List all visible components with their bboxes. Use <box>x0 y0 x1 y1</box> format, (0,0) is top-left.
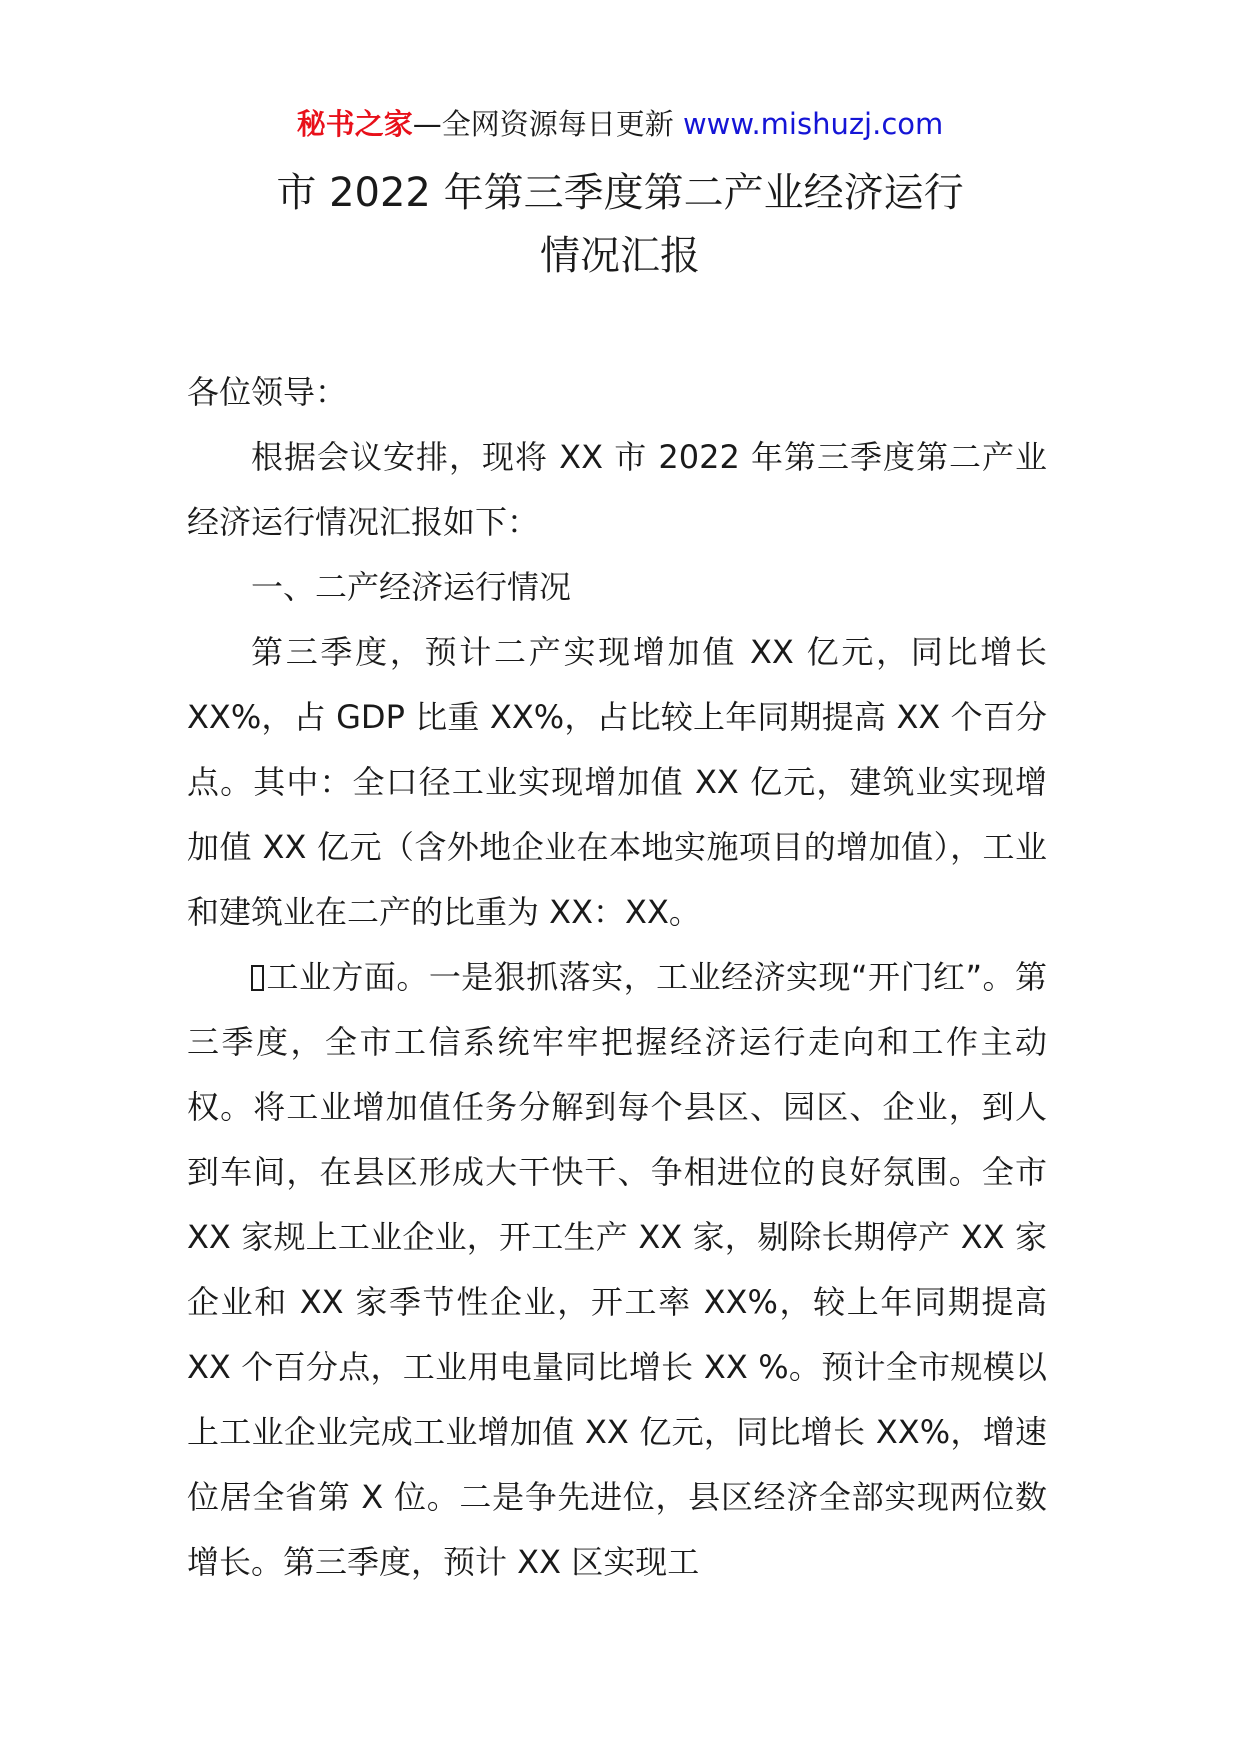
section-heading: 一、二产经济运行情况 <box>251 568 572 606</box>
paragraph-industry <box>187 945 1047 1595</box>
header-slogan: —全网资源每日更新 <box>412 107 674 141</box>
paragraph-overview: 第三季度，预计二产实现增加值 XX 亿元，同比增长 XX%，占 GDP 比重 XX%，占比较上年同期提高 XX 个百分点。其中：全口径工业实现增加值 XX 亿元，建筑业实现增加值 XX 亿元（含外地企业在本地实施项目的增加值），工业和建筑业在二产的比重为 XX：XX。 <box>187 633 1047 931</box>
document-body <box>187 360 1047 1595</box>
paragraph-industry-text: 工业方面。一是狠抓落实，工业经济实现“开门红”。第三季度，全市工信系统牢牢把握经济运行走向和工作主动权。将工业增加值任务分解到每个县区、园区、企业，到人到车间，在县区形成大干快干、争相进位的良好氛围。全市 XX 家规上工业企业，开工生产 XX 家，剔除长期停产 XX 家企业和 XX 家季节性企业，开工率 XX%，较上年同期提高 XX 个百分点，工业用电量同比增长 XX %。预计全市规模以上工业企业完成工业增加值 XX 亿元，同比增长 XX%，增速位居全省第 X 位。二是争先进位，县区经济全部实现两位数增长。第三季度，预计 XX 区实现工 <box>187 958 1047 1581</box>
brand-name[interactable]: 秘书之家 <box>296 107 413 141</box>
site-header <box>0 104 1240 144</box>
missing-glyph-box-icon <box>251 965 264 991</box>
website-link[interactable]: www.mishuzj.com <box>682 107 944 141</box>
title-line-2: 情况汇报 <box>540 233 700 279</box>
title-line-1: 市 2022 年第三季度第二产业经济运行 <box>276 170 964 216</box>
salutation: 各位领导： <box>187 373 348 411</box>
intro-paragraph: 根据会议安排，现将 XX 市 2022 年第三季度第二产业经济运行情况汇报如下： <box>187 438 1047 541</box>
document-title <box>0 162 1240 288</box>
